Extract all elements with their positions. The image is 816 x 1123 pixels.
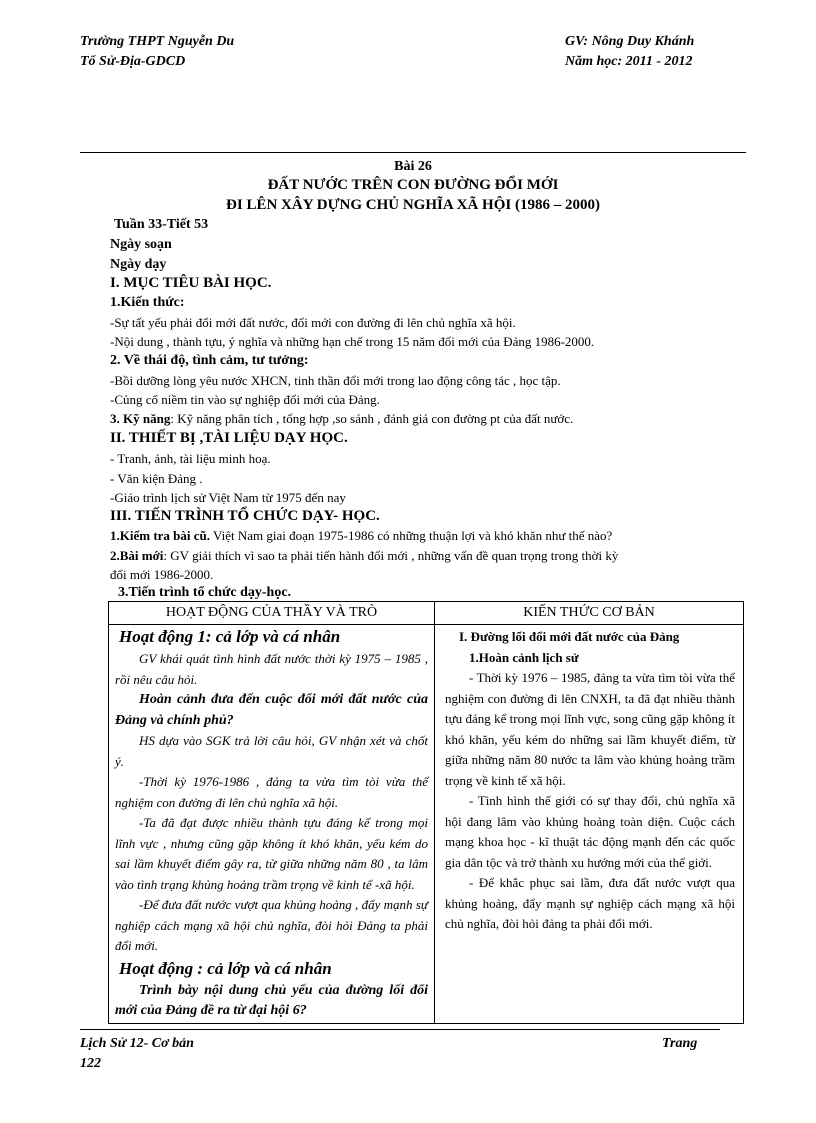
footer-divider <box>80 1029 720 1030</box>
footer-page-number: 122 <box>80 1056 101 1071</box>
teach-date-label: Ngày dạy <box>110 257 167 272</box>
check-label: 1.Kiểm tra bài cũ. <box>110 528 211 543</box>
section2-heading: II. THIẾT BỊ ,TÀI LIỆU DẠY HỌC. <box>110 430 348 446</box>
activity-1-heading: Hoạt động 1: cả lớp và cá nhân <box>119 627 341 646</box>
col-header-activities: HOẠT ĐỘNG CỦA THẦY VÀ TRÒ <box>109 602 435 625</box>
equipment-item-2: - Văn kiện Đảng . <box>110 471 203 486</box>
department-name: Tổ Sử-Địa-GDCD <box>80 54 186 69</box>
knowledge-cell <box>435 625 744 1024</box>
section3-heading: III. TIẾN TRÌNH TỔ CHỨC DẠY- HỌC. <box>110 508 380 524</box>
new-lesson-label: 2.Bài mới <box>110 548 164 563</box>
activity-1-point-3: -Để đưa đất nước vượt qua khủng hoảng , đẩy mạnh sự nghiệp cách mạng xã hội chủ nghĩa, đòi hỏi Đảng ta phải đổi mới. <box>115 897 428 953</box>
question-1: Hoàn cảnh đưa đến cuộc đổi mới đất nước của Đảng và chính phủ? <box>115 692 428 728</box>
knowledge-item-2: -Nội dung , thành tựu, ý nghĩa và những hạn chế trong 15 năm đổi mới của Đảng 1986-2000. <box>110 334 595 349</box>
lesson-table <box>108 601 744 1024</box>
process-heading: 3.Tiến trình tổ chức dạy-học. <box>118 585 292 600</box>
skill-label: 3. Kỹ năng <box>110 411 171 426</box>
section1-heading: I. MỤC TIÊU BÀI HỌC. <box>110 275 272 291</box>
col-header-knowledge: KIẾN THỨC CƠ BẢN <box>435 602 744 625</box>
activity-1-point-1: -Thời kỳ 1976-1986 , đảng ta vừa tìm tòi vừa thể nghiệm con đường đi lên chủ nghĩa xã hội. <box>115 774 428 810</box>
knowledge-para-3: - Để khắc phục sai lầm, đưa đất nước vượt qua khủng hoảng, đẩy mạnh sự nghiệp cách mạng xã hội chủ nghĩa, đòi hỏi đảng ta phải đổi mới. <box>445 875 735 931</box>
check-text: Việt Nam giai đoạn 1975-1986 có những thuận lợi và khó khăn như thế nào? <box>210 528 613 543</box>
new-lesson-text: : GV giải thích vì sao ta phải tiến hành đổi mới , những vấn đề quan trọng trong thời kỳ <box>163 548 619 563</box>
week-period: Tuần 33-Tiết 53 <box>114 217 209 232</box>
activities-cell <box>109 625 435 1024</box>
knowledge-para-1: - Thời kỳ 1976 – 1985, đảng ta vừa tìm tòi vừa thể nghiệm con đường đi lên CNXH, ta đã đạt nhiều thành tựu đáng kể trong mọi lĩnh vực, song cũng gặp không ít khó khăn, yếu kém do những sai lầm khuyết điểm, từ giữa những năm 80 nước ta lâm vào khủng hoảng trầm trọng về kinh tế xã hội. <box>445 670 735 788</box>
teacher-name: GV: Nông Duy Khánh <box>565 34 695 49</box>
equipment-item-3: -Giáo trình lịch sử Việt Nam từ 1975 đến nay <box>110 490 346 505</box>
prep-date-label: Ngày soạn <box>110 237 172 252</box>
skill-text: : Kỹ năng phân tích , tổng hợp ,so sánh , đánh giá con đường pt của đất nước. <box>170 411 574 426</box>
header-divider <box>80 152 746 153</box>
table-header-row <box>109 602 744 625</box>
lesson-number: Bài 26 <box>394 159 432 174</box>
activity-2-heading: Hoạt động : cả lớp và cá nhân <box>119 958 332 978</box>
activity-1-intro: GV khái quát tình hình đất nước thời kỳ 1975 – 1985 , rồi nêu câu hỏi. <box>115 651 428 687</box>
school-year: Năm học: 2011 - 2012 <box>565 54 693 69</box>
attitude-item-2: -Củng cố niềm tin vào sự nghiệp đổi mới của Đảng. <box>110 392 380 407</box>
knowledge-heading-2: 1.Hoàn cảnh lịch sử <box>469 649 579 665</box>
school-name: Trường THPT Nguyễn Du <box>80 34 235 49</box>
lesson-title-line1: ĐẤT NƯỚC TRÊN CON ĐƯỜNG ĐỔI MỚI <box>267 177 559 193</box>
lesson-title-line2: ĐI LÊN XÂY DỰNG CHỦ NGHĨA XÃ HỘI (1986 – 2000) <box>226 197 600 213</box>
activity-1-point-2: -Ta đã đạt được nhiều thành tựu đáng kể trong mọi lĩnh vực , nhưng cũng gặp không ít khó khăn, yếu kém do sai lầm khuyết điểm gây ra, từ giữa những năm 80 , ta lâm vào tình trạng khủng hoảng trầm trọng về kinh tế -xã hội. <box>115 815 428 892</box>
check-old-lesson <box>110 526 730 546</box>
new-lesson <box>110 546 730 566</box>
attitude-heading: 2. Về thái độ, tình cảm, tư tưởng: <box>110 353 309 368</box>
knowledge-para-2: - Tình hình thế giới có sự thay đổi, chủ nghĩa xã hội đang lâm vào khủng hoảng toàn diện. Cuộc cách mạng khoa học - kĩ thuật tác động mạnh đến các quốc gia dân tộc và trở thành xu hướng mới của thế giới. <box>445 793 735 870</box>
question-2: Trình bày nội dung chủ yếu của đường lối đổi mới của Đảng đề ra từ đại hội 6? <box>115 982 428 1018</box>
equipment-item-1: - Tranh, ảnh, tài liệu minh hoạ. <box>110 451 271 466</box>
attitude-item-1: -Bồi dưỡng lòng yêu nước XHCN, tinh thần đổi mới trong lao động công tác , học tập. <box>110 373 561 388</box>
table-body-row <box>109 625 744 1024</box>
knowledge-item-1: -Sự tất yếu phải đổi mới đất nước, đổi mới con đường đi lên chủ nghĩa xã hội. <box>110 315 516 330</box>
knowledge-heading-1: I. Đường lối đổi mới đất nước của Đảng <box>459 629 680 644</box>
footer-page-label: Trang <box>662 1036 698 1051</box>
new-lesson-text-2: đổi mới 1986-2000. <box>110 567 214 582</box>
activity-1-instruction: HS dựa vào SGK trả lời câu hỏi, GV nhận xét và chốt ý. <box>115 733 428 769</box>
knowledge-heading: 1.Kiến thức: <box>110 295 185 310</box>
skill-line <box>110 409 730 429</box>
footer-subject: Lịch Sử 12- Cơ bản <box>80 1036 194 1051</box>
